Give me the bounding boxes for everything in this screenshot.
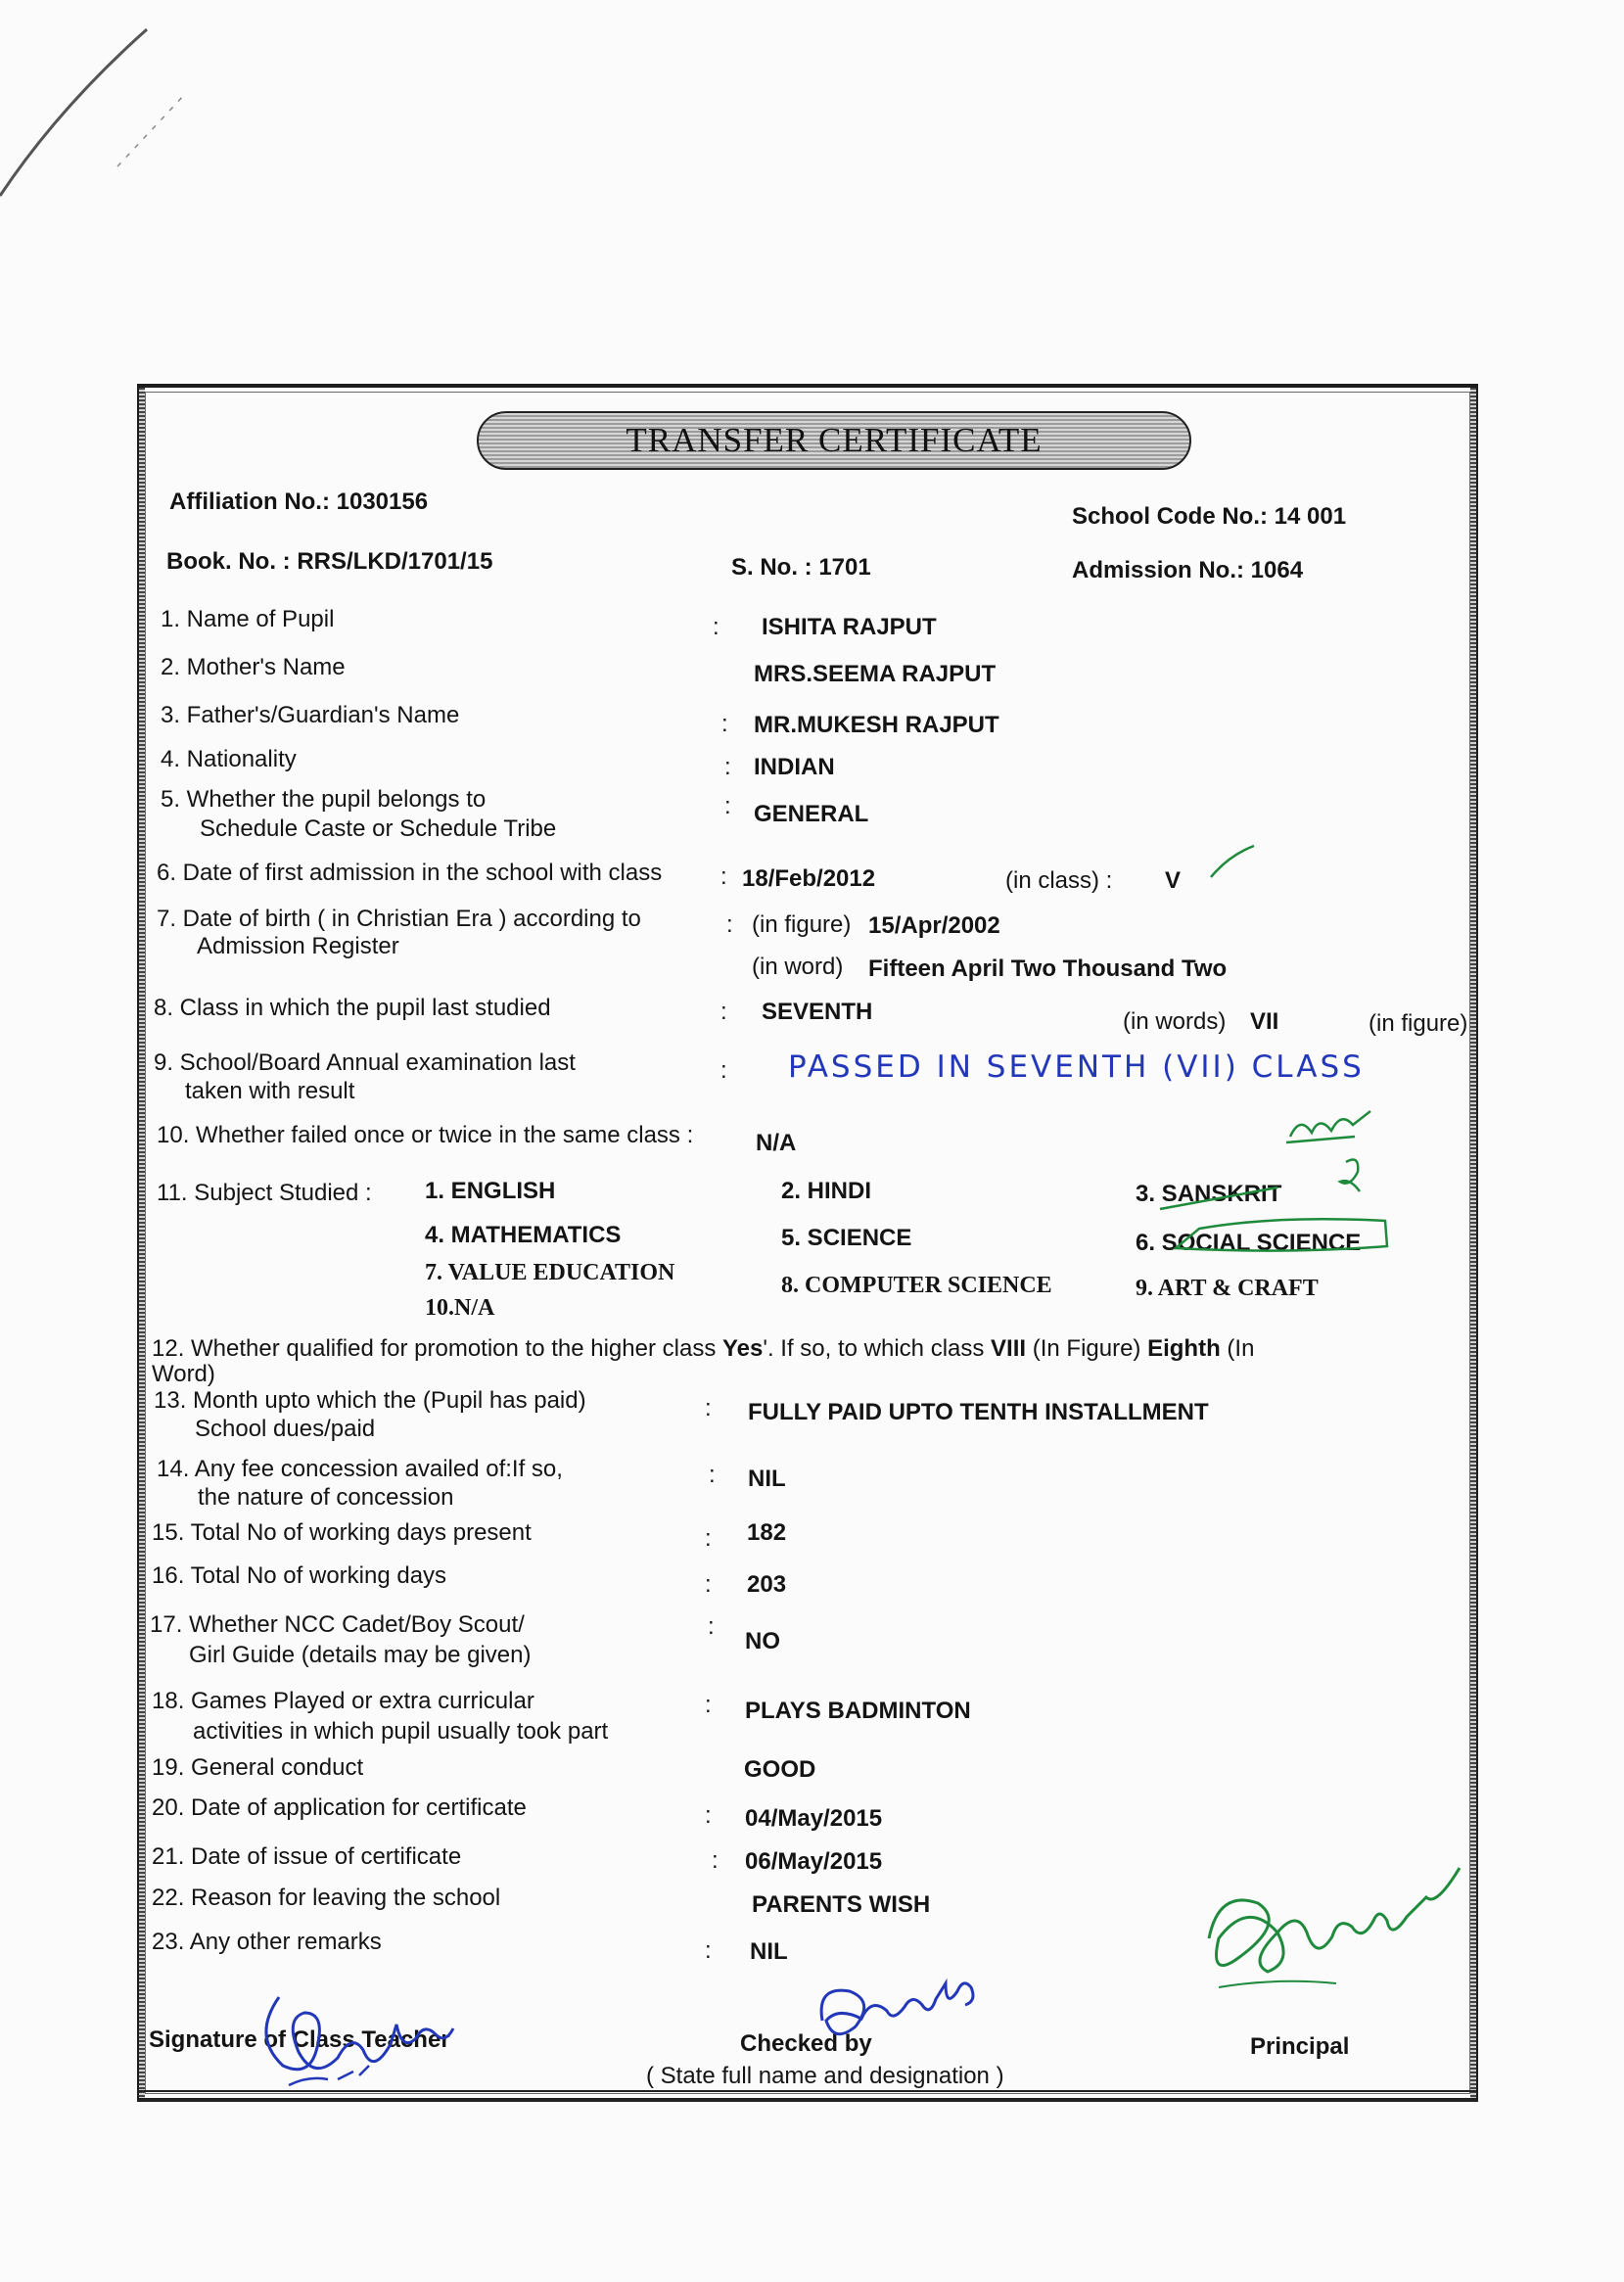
row-2-value: MRS.SEEMA RAJPUT (754, 661, 997, 687)
row-6-value: 18/Feb/2012 (742, 865, 876, 892)
row-7-word-value: Fifteen April Two Thousand Two (868, 955, 1228, 982)
title-banner (477, 411, 1191, 470)
subject-9: 9. ART & CRAFT (1136, 1276, 1319, 1301)
row-3-value: MR.MUKESH RAJPUT (754, 712, 999, 738)
book-number: Book. No. : RRS/LKD/1701/15 (166, 548, 493, 575)
checked-by-label: Checked by (740, 2030, 872, 2057)
principal-signature (1189, 1880, 1483, 2017)
row-13-colon: : (705, 1395, 712, 1421)
row-5-label-line1: 5. Whether the pupil belongs to (161, 786, 487, 813)
row-8-figure-value: VII (1250, 1008, 1279, 1035)
row-8-words-label: (in words) (1123, 1008, 1227, 1035)
row-7-label-line2: Admission Register (197, 933, 399, 959)
checked-by-signature (803, 1978, 974, 2066)
subject-2: 2. HINDI (781, 1178, 872, 1204)
class-teacher-signature (250, 1978, 475, 2095)
green-tick-mark (1209, 842, 1258, 881)
row-15-value: 182 (747, 1519, 787, 1546)
row-18-colon: : (705, 1692, 712, 1718)
subject-7: 7. VALUE EDUCATION (425, 1260, 675, 1285)
row-20-value: 04/May/2015 (745, 1805, 883, 1832)
row-9-handwritten-result: PASSED IN SEVENTH (VII) CLASS (788, 1049, 1365, 1085)
subject-10: 10.N/A (425, 1295, 495, 1321)
row-22-label: 22. Reason for leaving the school (152, 1885, 501, 1911)
row-1-value: ISHITA RAJPUT (762, 614, 937, 640)
row-12-line1 (152, 1335, 1254, 1363)
row-6-colon: : (720, 863, 727, 890)
row-7-word-label: (in word) (752, 954, 844, 980)
row-12-text-d: (In (1220, 1335, 1255, 1362)
row-15-colon: : (705, 1525, 712, 1552)
row-1-label: 1. Name of Pupil (161, 606, 335, 632)
row-23-colon: : (705, 1937, 712, 1964)
row-5-colon: : (724, 793, 731, 819)
row-12-text-c: (In Figure) (1026, 1335, 1148, 1362)
affiliation-number: Affiliation No.: 1030156 (169, 489, 429, 515)
row-13-label-line1: 13. Month upto which the (Pupil has paid) (154, 1387, 586, 1414)
row-12-text-b: '. If so, to which class (763, 1335, 992, 1362)
state-full-name-note: ( State full name and designation ) (646, 2063, 1004, 2089)
green-circle-mark (1140, 1150, 1405, 1268)
row-16-colon: : (705, 1571, 712, 1598)
subject-8: 8. COMPUTER SCIENCE (781, 1273, 1052, 1298)
school-code: School Code No.: 14 001 (1072, 503, 1347, 530)
subject-6: 6. SOCIAL SCIENCE (1136, 1230, 1362, 1256)
row-13-label-line2: School dues/paid (195, 1416, 376, 1442)
row-12-text-a: 12. Whether qualified for promotion to the higher class (152, 1335, 722, 1362)
row-10-value: N/A (756, 1130, 797, 1156)
row-23-value: NIL (750, 1938, 788, 1965)
row-12-eighth: Eighth (1147, 1335, 1221, 1362)
row-18-value: PLAYS BADMINTON (745, 1698, 971, 1724)
row-21-label: 21. Date of issue of certificate (152, 1843, 462, 1870)
subject-5: 5. SCIENCE (781, 1225, 912, 1251)
row-8-label: 8. Class in which the pupil last studied (154, 995, 551, 1021)
row-6-class-value: V (1165, 867, 1182, 894)
certificate-title: TRANSFER CERTIFICATE (626, 421, 1043, 459)
row-9-label-line2: taken with result (185, 1078, 355, 1104)
row-13-value: FULLY PAID UPTO TENTH INSTALLMENT (748, 1399, 1209, 1425)
green-initials-mark (1282, 1101, 1380, 1150)
row-17-value: NO (745, 1628, 780, 1654)
row-14-label-line2: the nature of concession (198, 1484, 454, 1511)
row-17-label-line2: Girl Guide (details may be given) (189, 1642, 532, 1668)
row-10-label: 10. Whether failed once or twice in the same class : (157, 1122, 694, 1148)
principal-label: Principal (1250, 2033, 1350, 2060)
row-8-figure-label: (in figure) (1369, 1010, 1468, 1037)
row-14-colon: : (709, 1462, 716, 1488)
row-1-colon: : (713, 614, 719, 640)
row-21-value: 06/May/2015 (745, 1848, 883, 1875)
row-19-value: GOOD (744, 1756, 816, 1783)
subject-1: 1. ENGLISH (425, 1178, 556, 1204)
row-5-label-line2: Schedule Caste or Schedule Tribe (200, 815, 557, 842)
row-20-colon: : (705, 1802, 712, 1829)
row-12-line2: Word) (152, 1361, 215, 1387)
row-20-label: 20. Date of application for certificate (152, 1794, 527, 1821)
row-6-label: 6. Date of first admission in the school with class (157, 860, 663, 886)
row-23-label: 23. Any other remarks (152, 1929, 382, 1955)
row-12-viii: VIII (991, 1335, 1027, 1362)
row-12-yes: Yes (721, 1335, 764, 1362)
class-teacher-signature-label: Signature of Class Teacher (149, 2026, 450, 2053)
row-4-value: INDIAN (754, 754, 835, 780)
row-9-label-line1: 9. School/Board Annual examination last (154, 1049, 576, 1076)
row-2-label: 2. Mother's Name (161, 654, 346, 680)
row-3-label: 3. Father's/Guardian's Name (161, 702, 460, 728)
subject-4: 4. MATHEMATICS (425, 1222, 622, 1248)
border-hatch-right (1470, 388, 1476, 2098)
row-21-colon: : (712, 1847, 719, 1874)
row-7-figure-label: (in figure) (752, 911, 852, 938)
row-11-label: 11. Subject Studied : (157, 1180, 372, 1206)
row-8-colon: : (720, 999, 727, 1025)
row-4-colon: : (724, 754, 731, 780)
row-7-colon: : (726, 911, 733, 938)
row-3-colon: : (721, 711, 728, 737)
row-7-label-line1: 7. Date of birth ( in Christian Era ) according to (157, 906, 641, 932)
scan-edge-mark (0, 0, 235, 255)
row-6-in-class-label: (in class) : (1005, 867, 1113, 894)
row-9-colon: : (720, 1057, 727, 1084)
row-17-colon: : (708, 1613, 715, 1640)
row-19-label: 19. General conduct (152, 1754, 364, 1781)
row-4-label: 4. Nationality (161, 746, 297, 772)
row-15-label: 15. Total No of working days present (152, 1519, 532, 1546)
row-5-value: GENERAL (754, 801, 869, 827)
row-14-value: NIL (748, 1466, 786, 1492)
row-22-value: PARENTS WISH (752, 1891, 931, 1918)
row-16-value: 203 (747, 1571, 787, 1598)
admission-number: Admission No.: 1064 (1072, 557, 1304, 583)
row-16-label: 16. Total No of working days (152, 1562, 447, 1589)
row-14-label-line1: 14. Any fee concession availed of:If so, (157, 1456, 563, 1482)
serial-number: S. No. : 1701 (731, 554, 871, 581)
row-8-value: SEVENTH (762, 999, 873, 1025)
subject-3: 3. SANSKRIT (1136, 1181, 1282, 1207)
row-18-label-line1: 18. Games Played or extra curricular (152, 1688, 534, 1714)
row-7-figure-value: 15/Apr/2002 (868, 912, 1000, 939)
row-18-label-line2: activities in which pupil usually took part (193, 1718, 609, 1745)
row-17-label-line1: 17. Whether NCC Cadet/Boy Scout/ (150, 1611, 525, 1638)
